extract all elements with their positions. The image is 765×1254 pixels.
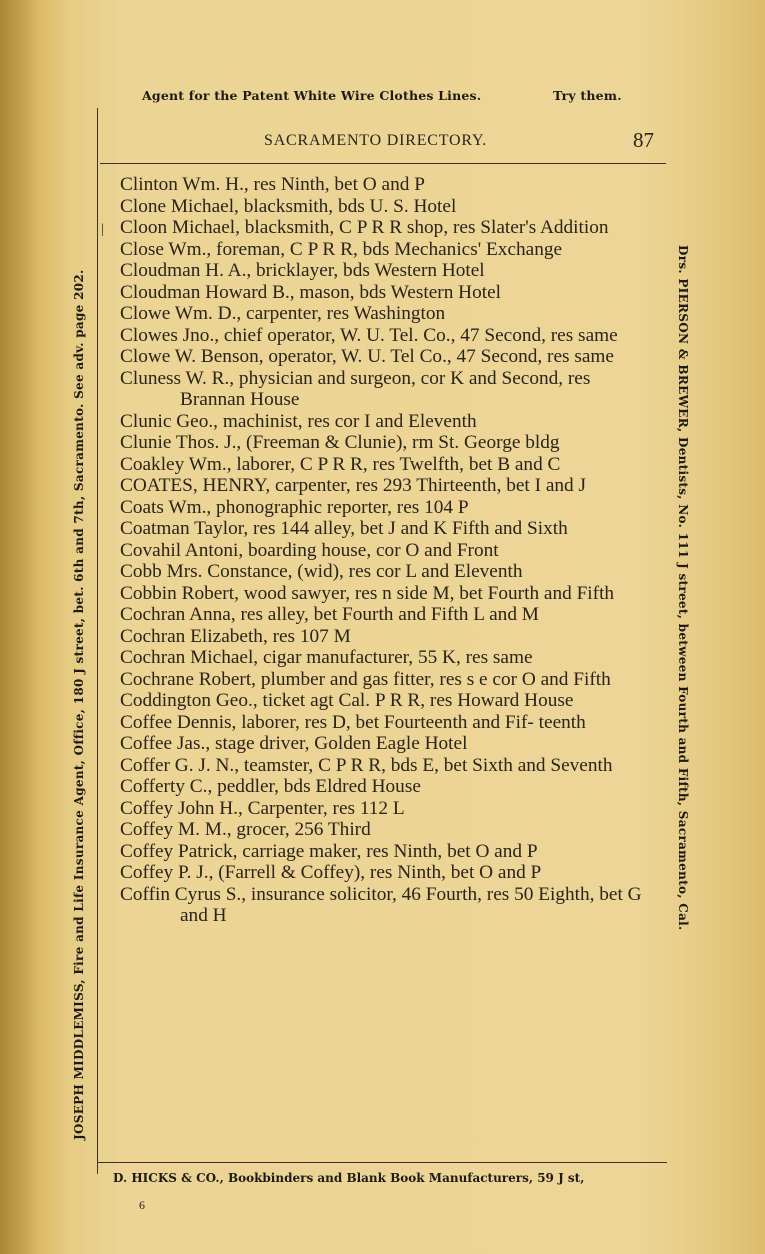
directory-entry: Coffee Dennis, laborer, res D, bet Fourteenth and Fif- teenth bbox=[120, 711, 586, 733]
header-rule bbox=[100, 163, 666, 164]
directory-entry: Clunie Thos. J., (Freeman & Clunie), rm St. George bldg bbox=[120, 432, 560, 453]
directory-entry: Coatman Taylor, res 144 alley, bet J and K Fifth and Sixth bbox=[120, 518, 568, 539]
directory-entry: Coffin Cyrus S., insurance solicitor, 46 Fourth, res 50 Eighth, bet G and H bbox=[120, 883, 642, 926]
spine-shadow bbox=[0, 0, 40, 1254]
running-head bbox=[100, 128, 666, 154]
margin-tick: | bbox=[101, 222, 104, 237]
directory-entry: Cobb Mrs. Constance, (wid), res cor L and Eleventh bbox=[120, 561, 523, 582]
directory-entry: Cloon Michael, blacksmith, C P R R shop, res Slater's Addition bbox=[120, 217, 609, 238]
bottom-advertisement: D. HICKS & CO., Bookbinders and Blank Book Manufacturers, 59 J st, bbox=[113, 1171, 585, 1185]
directory-entry: Cochrane Robert, plumber and gas fitter, res s e cor O and Fifth bbox=[120, 668, 611, 690]
directory-entry: Coffey M. M., grocer, 256 Third bbox=[120, 819, 371, 840]
top-ad-text: Agent for the Patent White Wire Clothes Lines. bbox=[142, 88, 482, 103]
directory-entry: Coffey Patrick, carriage maker, res Ninth, bet O and P bbox=[120, 840, 538, 862]
directory-entry: Coffey P. J., (Farrell & Coffey), res Ninth, bet O and P bbox=[120, 862, 542, 883]
directory-entry: Coakley Wm., laborer, C P R R, res Twelfth, bet B and C bbox=[120, 453, 561, 475]
directory-entry: Coats Wm., phonographic reporter, res 104 P bbox=[120, 496, 469, 518]
top-ad-tagline: Try them. bbox=[553, 88, 622, 103]
directory-entry: Cochran Anna, res alley, bet Fourth and Fifth L and M bbox=[120, 604, 539, 625]
directory-entry: Cloudman Howard B., mason, bds Western Hotel bbox=[120, 281, 501, 303]
directory-entries bbox=[120, 174, 660, 927]
directory-entry: Clowe W. Benson, operator, W. U. Tel Co., 47 Second, res same bbox=[120, 346, 614, 367]
directory-entry: COATES, HENRY, carpenter, res 293 Thirteenth, bet I and J bbox=[120, 475, 586, 496]
directory-entry: Cochran Elizabeth, res 107 M bbox=[120, 625, 351, 647]
page-number: 87 bbox=[633, 128, 654, 152]
directory-entry: Cluness W. R., physician and surgeon, cor K and Second, res Brannan House bbox=[120, 367, 591, 410]
left-margin-advertisement: JOSEPH MIDDLEMISS, Fire and Life Insurance Agent, Office, 180 J street, bet. 6th and 7th, Sacramento. See adv. page 202. bbox=[72, 269, 86, 1140]
directory-entry: Coffee Jas., stage driver, Golden Eagle Hotel bbox=[120, 733, 468, 754]
directory-entry: Cloudman H. A., bricklayer, bds Western Hotel bbox=[120, 260, 485, 281]
page-frame-bottom bbox=[97, 1162, 667, 1163]
page-title: SACRAMENTO DIRECTORY. bbox=[264, 132, 488, 149]
right-margin-advertisement: Drs. PIERSON & BREWER, Dentists, No. 111 J street, between Fourth and Fifth, Sacramento, Cal. bbox=[676, 245, 690, 931]
directory-entry: Clinton Wm. H., res Ninth, bet O and P bbox=[120, 174, 425, 195]
directory-entry: Cofferty C., peddler, bds Eldred House bbox=[120, 776, 421, 797]
directory-entry: Cobbin Robert, wood sawyer, res n side M, bet Fourth and Fifth bbox=[120, 582, 615, 604]
directory-entry: Clone Michael, blacksmith, bds U. S. Hotel bbox=[120, 195, 457, 217]
directory-entry: Coddington Geo., ticket agt Cal. P R R, res Howard House bbox=[120, 690, 574, 711]
directory-entry: Cochran Michael, cigar manufacturer, 55 K, res same bbox=[120, 647, 533, 668]
directory-entry: Coffey John H., Carpenter, res 112 L bbox=[120, 797, 405, 819]
directory-entry: Clowes Jno., chief operator, W. U. Tel. Co., 47 Second, res same bbox=[120, 324, 618, 346]
directory-entry: Clowe Wm. D., carpenter, res Washington bbox=[120, 303, 446, 324]
page-frame-left bbox=[97, 108, 98, 1174]
directory-entry: Covahil Antoni, boarding house, cor O and Front bbox=[120, 539, 499, 561]
directory-entry: Clunic Geo., machinist, res cor I and Eleventh bbox=[120, 410, 477, 432]
directory-entry: Coffer G. J. N., teamster, C P R R, bds E, bet Sixth and Seventh bbox=[120, 754, 613, 776]
signature-mark: 6 bbox=[139, 1198, 145, 1212]
directory-entry: Close Wm., foreman, C P R R, bds Mechanics' Exchange bbox=[120, 238, 563, 260]
